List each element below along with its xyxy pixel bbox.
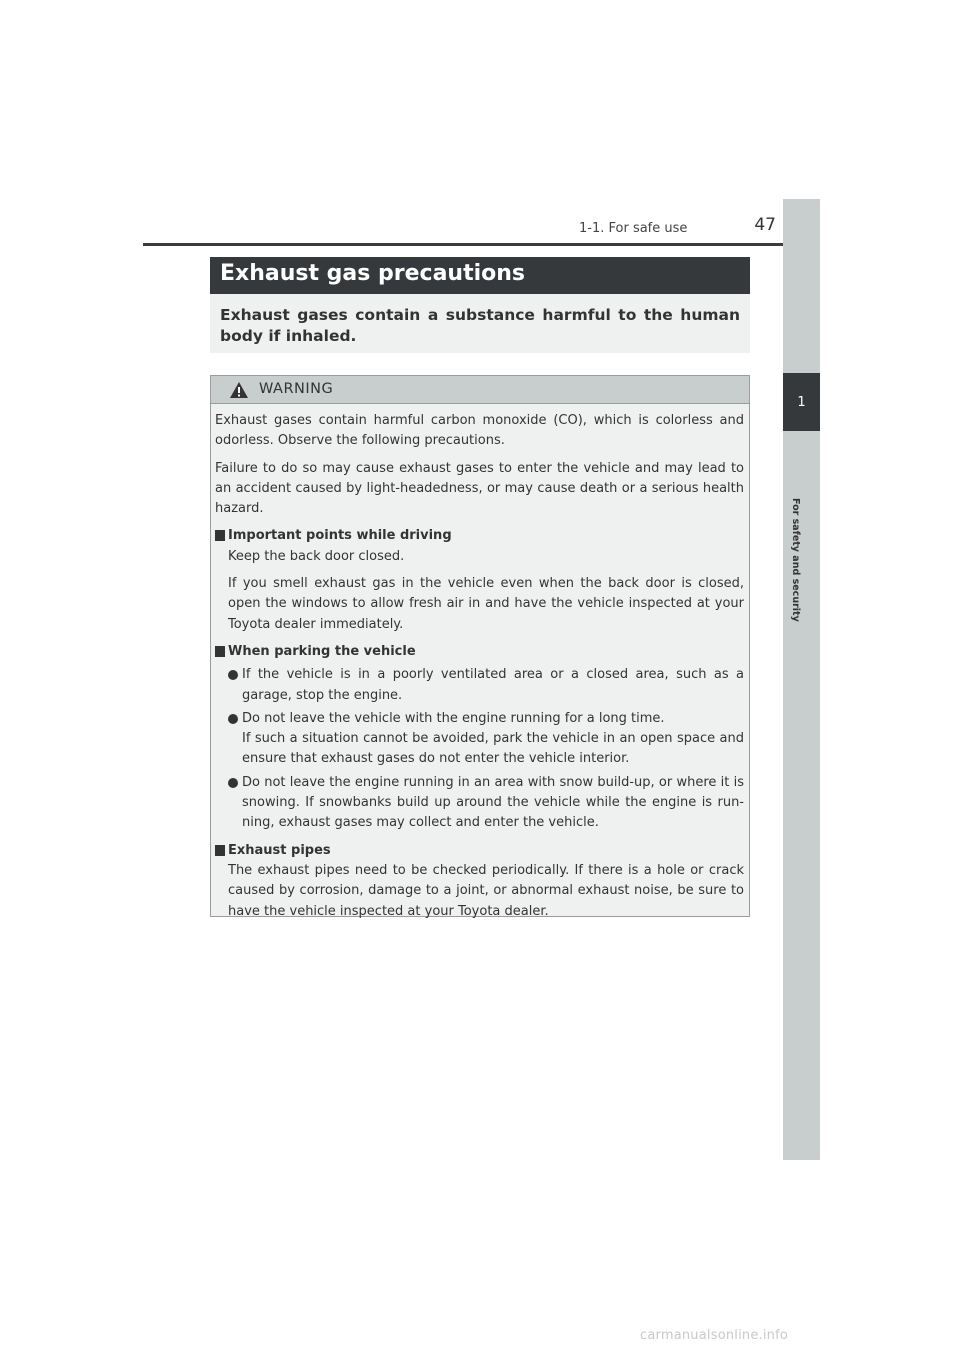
warning-paragraph: Exhaust gases contain harmful carbon monoxide (CO), which is colorless and odorless. Observe the following precautions. <box>215 413 744 449</box>
bullet-item: Do not leave the vehicle with the engine running for a long time. <box>215 709 744 729</box>
round-bullet-icon <box>228 714 238 724</box>
section-heading: When parking the vehicle <box>215 642 744 662</box>
square-bullet-icon <box>215 845 225 856</box>
round-bullet-icon <box>228 778 238 788</box>
page-number: 47 <box>754 215 776 235</box>
header-divider <box>143 243 820 246</box>
bullet-item: If the vehicle is in a poorly ventilated area or a closed area, such as a garage, stop the engine. <box>215 665 744 706</box>
section-text: If you smell exhaust gas in the vehicle even when the back door is closed, open the windows to allow fresh air in and have the vehicle inspected at your Toyota dealer immediately. <box>228 576 744 632</box>
chapter-side-tab <box>783 199 820 1160</box>
warning-box <box>210 375 750 917</box>
warning-content <box>215 411 744 922</box>
warning-triangle-icon <box>229 381 249 399</box>
chapter-number: 1 <box>783 373 820 431</box>
warning-label: WARNING <box>259 381 334 397</box>
intro-text: Exhaust gases contain a substance harmful to the human body if inhaled. <box>220 306 740 345</box>
round-bullet-icon <box>228 670 238 680</box>
bullet-subtext: If such a situation cannot be avoided, park the vehicle in an open space and ensure that exhaust gases do not enter the vehicle interior. <box>242 731 744 767</box>
warning-paragraph: Failure to do so may cause exhaust gases to enter the vehicle and may lead to an accident caused by light-headedness, or may cause death or a serious health hazard. <box>215 460 744 517</box>
section-text: Keep the back door closed. <box>228 548 405 564</box>
chapter-title: For safety and security <box>790 498 801 622</box>
bullet-item: Do not leave the engine running in an area with snow build-up, or where it is snowing. If snowbanks build up around the vehicle while the engine is run-ning, exhaust gases may collect and enter the vehicle. <box>215 773 744 834</box>
page-title: Exhaust gas precautions <box>210 257 750 294</box>
footer-watermark: carmanualsonline.info <box>640 1328 789 1343</box>
section-text: The exhaust pipes need to be checked periodically. If there is a hole or crack caused by corrosion, damage to a joint, or abnormal exhaust noise, be sure to have the vehicle inspected at your Toyota dealer. <box>228 862 744 919</box>
warning-header <box>211 376 749 404</box>
section-heading: Important points while driving <box>215 526 744 546</box>
square-bullet-icon <box>215 646 225 657</box>
square-bullet-icon <box>215 530 225 541</box>
intro-box <box>210 294 750 353</box>
section-heading: Exhaust pipes <box>215 841 744 861</box>
section-header: 1-1. For safe use <box>579 221 688 236</box>
